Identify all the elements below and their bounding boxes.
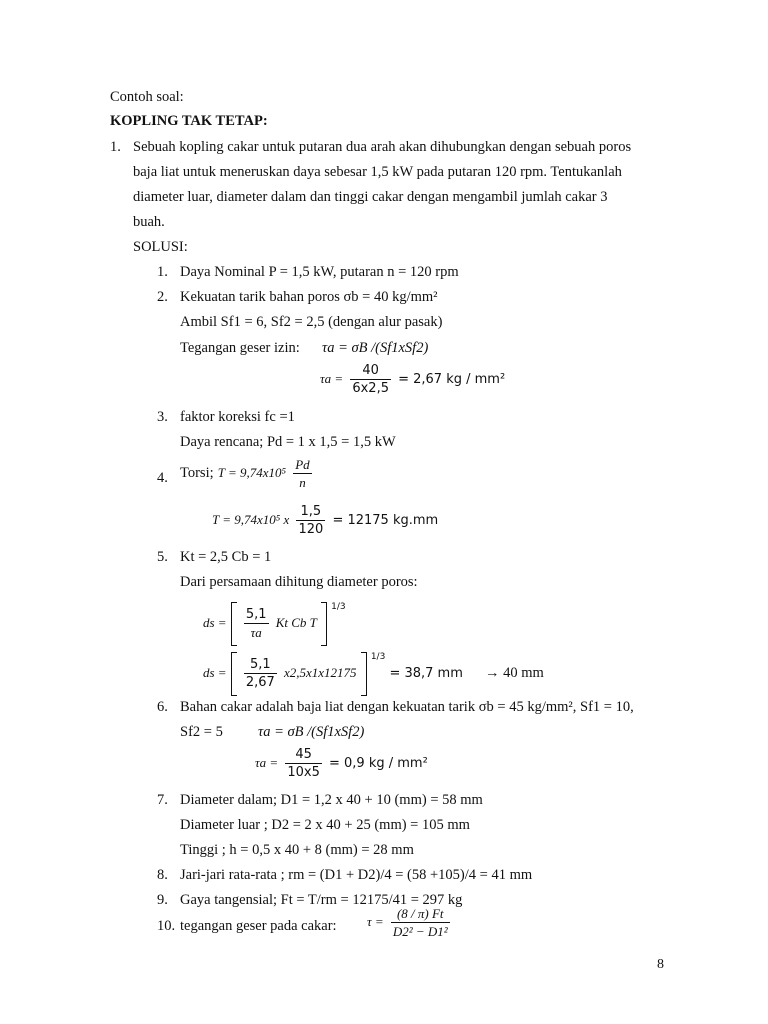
step-5-formula-fraction — [244, 606, 269, 641]
step-3-daya: Daya rencana; Pd = 1 x 1,5 = 1,5 kW — [180, 434, 396, 450]
step-4-formula-lhs: T = 9,74x10⁵ — [217, 465, 287, 480]
step-5-calc — [203, 648, 544, 696]
step-4-calc-lhs: T = 9,74x10⁵ x — [212, 512, 290, 527]
step-7-luar: Diameter luar ; D2 = 2 x 40 + 25 (mm) = 105 mm — [180, 817, 470, 833]
step-2-calc-num: 40 — [350, 362, 391, 380]
solusi-heading: SOLUSI: — [133, 239, 188, 255]
step-10-text: tegangan geser pada cakar: — [180, 918, 337, 934]
step-5-calc-rhs: = 38,7 mm — [389, 666, 463, 681]
step-9-text: Gaya tangensial; Ft = T/rm = 12175/41 = 297 kg — [180, 892, 463, 908]
step-4-calc-rhs: = 12175 kg.mm — [332, 513, 439, 528]
step-5-calc-den: 2,67 — [245, 675, 275, 690]
left-bracket — [231, 652, 237, 696]
problem-line-3: diameter luar, diameter dalam dan tinggi cakar dengan mengambil jumlah cakar 3 — [133, 189, 608, 205]
step-2-calc-fraction — [350, 362, 391, 397]
problem-line-4: buah. — [133, 214, 165, 230]
step-7-tinggi: Tinggi ; h = 0,5 x 40 + 8 (mm) = 28 mm — [180, 842, 414, 858]
left-bracket — [231, 602, 237, 646]
step-7-number: 7. — [157, 792, 168, 808]
step-2-calc — [320, 362, 505, 397]
step-6-calc-den: 10x5 — [287, 765, 320, 780]
step-2-sf: Ambil Sf1 = 6, Sf2 = 2,5 (dengan alur pasak) — [180, 314, 443, 330]
step-6-calc-num: 45 — [285, 746, 322, 764]
step-4-formula-den: n — [299, 475, 306, 490]
step-6-formula: τa = σB /(Sf1xSf2) — [258, 724, 365, 740]
step-4-calc-fraction — [296, 503, 325, 538]
step-9-number: 9. — [157, 892, 168, 908]
step-5-calc-mid: x2,5x1x12175 — [283, 665, 357, 680]
step-5-formula — [203, 598, 346, 646]
page-number: 8 — [657, 957, 664, 972]
step-4-calc — [212, 503, 438, 538]
step-10-lhs: τ = — [367, 914, 384, 929]
step-6-number: 6. — [157, 699, 168, 715]
step-6-text: Bahan cakar adalah baja liat dengan kekuatan tarik σb = 45 kg/mm², Sf1 = 10, — [180, 699, 634, 715]
step-5-formula-exp: 1/3 — [331, 602, 346, 612]
step-4-formula — [180, 456, 315, 491]
right-bracket — [321, 602, 327, 646]
step-2-shear-label: Tegangan geser izin: — [180, 340, 300, 356]
problem-number: 1. — [110, 139, 121, 155]
step-5-formula-num: 5,1 — [245, 607, 267, 622]
step-10-number: 10. — [157, 918, 176, 934]
step-10-fraction — [391, 905, 450, 940]
step-2-number: 2. — [157, 289, 168, 305]
step-5-calc-lhs: ds = — [203, 665, 227, 680]
step-5-number: 5. — [157, 549, 168, 565]
section-title: KOPLING TAK TETAP: — [110, 113, 268, 129]
step-5-formula-mid: Kt Cb T — [275, 615, 317, 630]
step-5-text: Kt = 2,5 Cb = 1 — [180, 549, 272, 565]
problem-line-1: Sebuah kopling cakar untuk putaran dua arah akan dihubungkan dengan sebuah poros — [133, 139, 632, 155]
step-5-formula-lhs: ds = — [203, 615, 227, 630]
problem-line-2: baja liat untuk meneruskan daya sebesar 1,5 kW pada putaran 120 rpm. Tentukanlah — [133, 164, 622, 180]
step-5-from: Dari persamaan dihitung diameter poros: — [180, 574, 418, 590]
step-10-num: (8 / π) Ft — [391, 905, 450, 923]
intro-text: Contoh soal: — [110, 89, 184, 105]
step-4-formula-num: Pd — [295, 457, 310, 472]
right-bracket — [361, 652, 367, 696]
step-6-calc-fraction — [285, 746, 322, 781]
step-10-formula — [367, 905, 453, 940]
step-5-calc-exp: 1/3 — [370, 652, 386, 662]
step-6-sf2: Sf2 = 5 — [180, 724, 223, 740]
step-6-calc — [255, 746, 428, 781]
step-4-calc-den: 120 — [298, 522, 324, 537]
step-5-arrow-result: → 40 mm — [485, 665, 544, 681]
step-2-calc-den: 6x2,5 — [352, 381, 389, 396]
step-4-formula-fraction — [293, 456, 311, 491]
step-8-number: 8. — [157, 867, 168, 883]
step-2-shear-formula: τa = σB /(Sf1xSf2) — [322, 340, 429, 356]
step-6-calc-rhs: = 0,9 kg / mm² — [328, 756, 428, 771]
step-4-calc-num: 1,5 — [296, 503, 325, 521]
step-5-formula-den: τa — [250, 625, 262, 640]
step-4-number: 4. — [157, 470, 168, 486]
step-2-calc-rhs: = 2,67 kg / mm² — [398, 372, 506, 387]
step-3-text: faktor koreksi fc =1 — [180, 409, 295, 425]
step-10-den: D2² − D1² — [392, 924, 448, 939]
step-1-text: Daya Nominal P = 1,5 kW, putaran n = 120 rpm — [180, 264, 459, 280]
step-3-number: 3. — [157, 409, 168, 425]
step-8-text: Jari-jari rata-rata ; rm = (D1 + D2)/4 = (58 +105)/4 = 41 mm — [180, 867, 533, 883]
step-7-dalam: Diameter dalam; D1 = 1,2 x 40 + 10 (mm) = 58 mm — [180, 792, 483, 808]
step-2-text: Kekuatan tarik bahan poros σb = 40 kg/mm² — [180, 289, 438, 305]
step-5-calc-fraction — [244, 656, 277, 691]
step-1-number: 1. — [157, 264, 168, 280]
step-2-calc-lhs: τa = — [320, 371, 344, 386]
step-4-label: Torsi; — [180, 465, 214, 481]
step-6-calc-lhs: τa = — [255, 755, 279, 770]
step-5-calc-num: 5,1 — [244, 656, 277, 674]
